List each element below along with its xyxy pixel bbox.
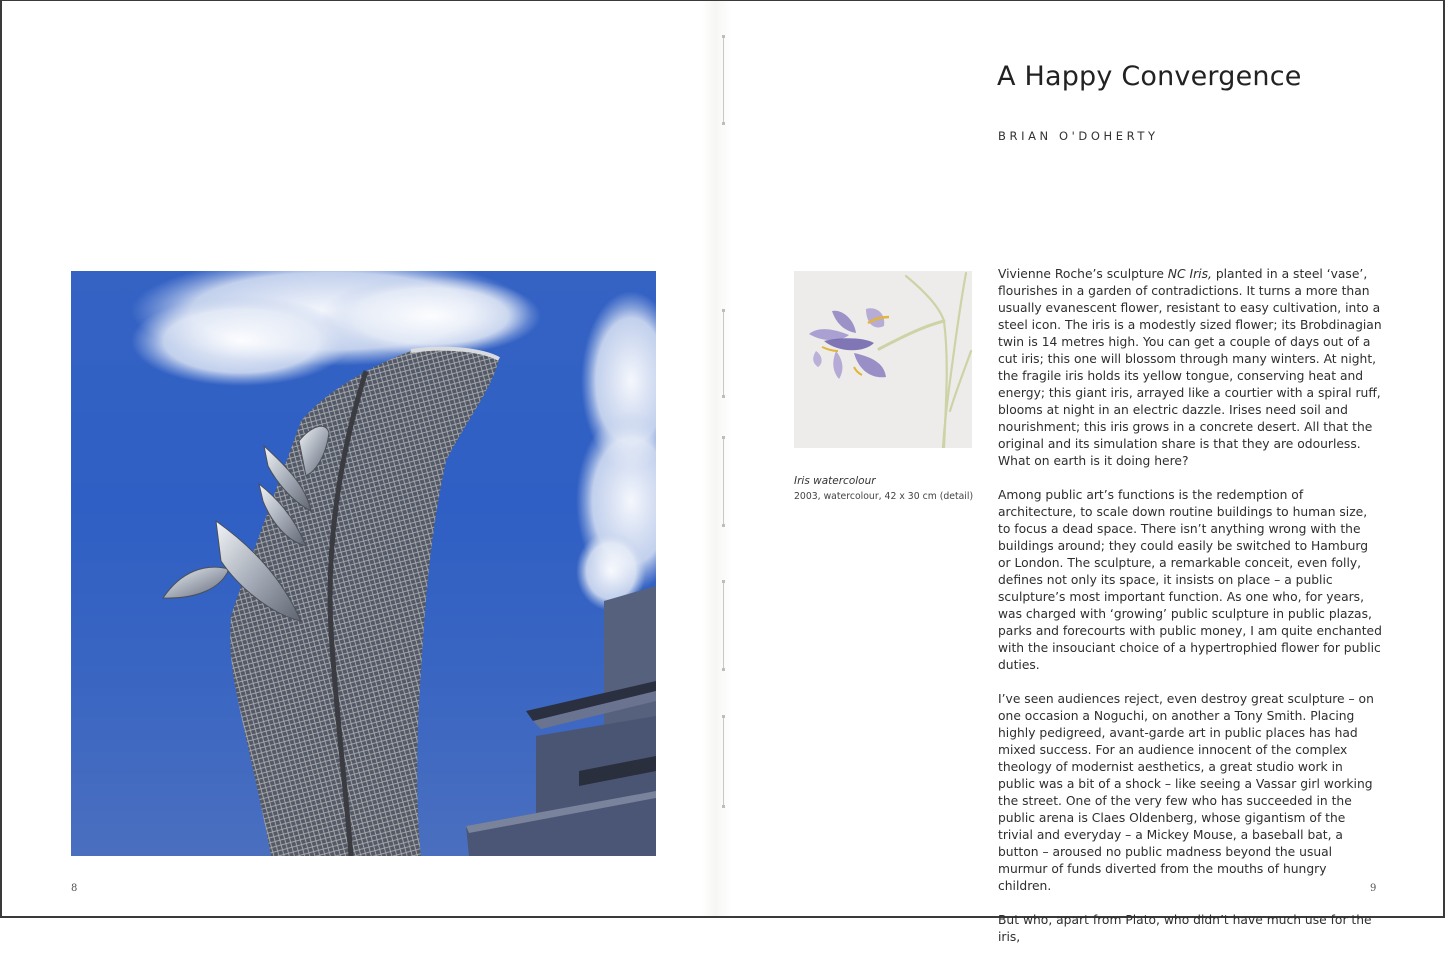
book-gutter [702, 1, 732, 916]
figure-caption-title: Iris watercolour [794, 475, 876, 487]
building [466, 586, 656, 856]
binding-stitch [723, 582, 724, 669]
essay-author: BRIAN O'DOHERTY [998, 129, 1159, 143]
sculpture-photo-illustration [71, 271, 656, 856]
essay-body [998, 266, 1382, 963]
binding-stitch [723, 311, 724, 396]
iris-watercolour-image [794, 271, 972, 448]
figure-caption [794, 473, 974, 504]
page-number-left: 8 [71, 883, 78, 894]
artwork-title: NC Iris, [1167, 267, 1212, 281]
paragraph: I’ve seen audiences reject, even destroy great sculpture – on one occasion a Noguchi, on another a Tony Smith. Placing highly pedigreed, avant-garde art in public places has had mixed success. For an audience innocent of the complex theology of modernist aesthetics, a great studio work in public was a bit of a shock – like seeing a Vassar girl working the street. One of the very few who has succeeded in the public arena is Claes Oldenberg, whose gigantism of the trivial and everyday – a Mickey Mouse, a baseball bat, a button – aroused no public madness beyond the usual murmur of funds diverted from the mouths of hungry children. [998, 692, 1374, 893]
figure-caption-meta: 2003, watercolour, 42 x 30 cm (detail) [794, 491, 974, 502]
binding-stitch [723, 717, 724, 806]
binding-stitch [723, 37, 724, 123]
sculpture-photo [71, 271, 656, 856]
paragraph: Among public art’s functions is the redemption of architecture, to scale down routine buildings to human size, to focus a dead space. There isn’t anything wrong with the buildings around; they could easily be switched to Hamburg or London. The sculpture, a remarkable conceit, even folly, defines not only its space, it insists on place – a public sculpture’s most important function. As one who, for years, was charged with ‘growing’ public sculpture in public plazas, parks and forecourts with public money, I am quite enchanted with the insouciant choice of a hypertrophied flower for public duties. [998, 488, 1382, 672]
essay-title: A Happy Convergence [997, 61, 1302, 92]
paragraph [998, 266, 1382, 470]
iris-watercolour-illustration [794, 271, 972, 448]
paragraph-text: Vivienne Roche’s sculpture [998, 267, 1168, 281]
paragraph: But who, apart from Plato, who didn’t have much use for the iris, [998, 913, 1372, 944]
paragraph-text: planted in a steel ‘vase’, flourishes in a garden of contradictions. It turns a more than usually evanescent flower, resistant to easy cultivation, into a steel icon. The iris is a modestly sized flower; its Brobdinagian twin is 14 metres high. You can get a couple of days out of a cut iris; this one will blossom through many winters. At night, the fragile iris holds its yellow tongue, conserving heat and energy; this giant iris, arrayed like a courtier with a spiral ruff, blooms at night in an electric dazzle. Irises need soil and nourishment; this iris grows in a concrete desert. All that the original and its simulation share is that they are odourless. What on earth is it doing here? [998, 267, 1382, 468]
page-number-right: 9 [1370, 883, 1377, 894]
binding-stitch [723, 438, 724, 525]
